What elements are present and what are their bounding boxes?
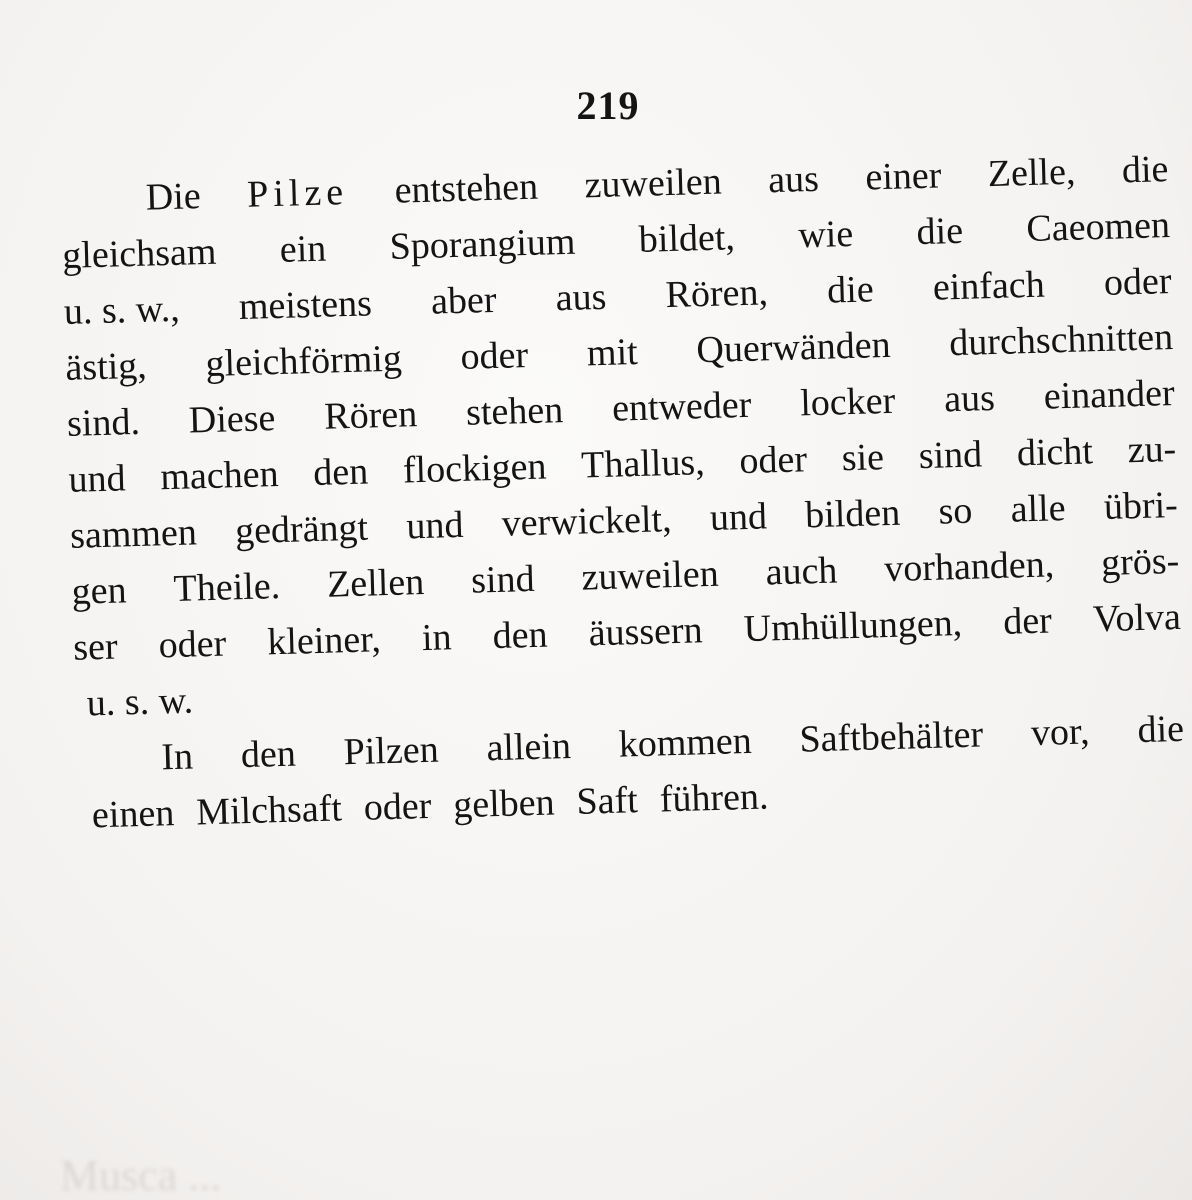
word: Saftbehälter <box>798 713 984 761</box>
word: vor, <box>1030 710 1091 755</box>
word: und <box>709 495 768 539</box>
word: der <box>1002 599 1053 643</box>
word: entweder <box>611 383 752 430</box>
word: zuweilen <box>584 160 723 207</box>
word: wie <box>797 212 854 257</box>
word: flockigen <box>402 445 547 492</box>
word: den <box>492 613 549 658</box>
word: aus <box>767 157 820 202</box>
word: u. s. w. <box>86 679 194 725</box>
word: meistens <box>238 282 373 329</box>
word: oder <box>158 622 227 667</box>
word: Rören <box>323 393 418 438</box>
word: Zellen <box>326 561 425 606</box>
word: den <box>240 732 297 777</box>
word: Querwänden <box>695 323 892 372</box>
word: gleichsam <box>61 230 217 277</box>
word: sind <box>918 433 983 478</box>
word: gedrängt <box>234 506 369 553</box>
word: die <box>826 268 875 312</box>
word: Umhüllungen, <box>743 601 963 651</box>
word: einen <box>91 792 175 837</box>
word-emphasis: Pilze <box>246 170 349 216</box>
word: die <box>915 209 964 254</box>
word: zu- <box>1127 427 1177 472</box>
body-text <box>60 141 1186 844</box>
word: auch <box>765 549 838 594</box>
word: durchschnitten <box>948 315 1174 365</box>
word: so <box>937 489 973 533</box>
word: Rören, <box>665 271 769 317</box>
word: locker <box>799 379 896 425</box>
word: sind <box>470 557 536 602</box>
word: grös- <box>1100 539 1180 585</box>
word: gleichförmig <box>204 337 403 386</box>
word: sind. <box>66 400 141 445</box>
word: oder <box>1103 260 1172 304</box>
bleed-through-text: Musca ... <box>60 1151 222 1200</box>
word: verwickelt, <box>501 498 673 545</box>
word: einfach <box>932 263 1046 309</box>
word: sammen <box>69 511 198 557</box>
word: mit <box>586 330 639 375</box>
word: gen <box>71 569 128 613</box>
word: entstehen <box>394 165 539 212</box>
word: Diese <box>188 397 276 442</box>
word: aus <box>943 376 996 421</box>
page-number: 219 <box>576 83 640 128</box>
word: oder <box>738 438 808 483</box>
word: ser <box>72 625 119 669</box>
word: die <box>1136 707 1185 752</box>
word: bildet, <box>638 216 736 261</box>
word: ästig, <box>64 344 148 389</box>
word: Caeomen <box>1025 204 1171 251</box>
word: äussern <box>588 609 704 655</box>
word: und <box>68 457 127 501</box>
word: dicht <box>1016 430 1094 475</box>
word: oder <box>363 784 432 829</box>
word: Pilzen <box>343 728 440 774</box>
word: die <box>1121 148 1169 192</box>
word: allein <box>485 724 572 770</box>
word: vorhanden, <box>883 543 1055 591</box>
word: machen <box>159 453 280 499</box>
word: Volva <box>1092 595 1182 641</box>
word: gelben <box>452 781 556 827</box>
word: aber <box>430 278 498 323</box>
word: übri- <box>1103 483 1179 528</box>
word: u. s. w., <box>63 287 181 333</box>
word: sie <box>841 436 885 480</box>
word: stehen <box>465 389 564 434</box>
word: zuweilen <box>580 552 720 599</box>
word: kommen <box>618 719 753 766</box>
word: Die <box>145 175 202 219</box>
word: Sporangium <box>389 220 576 268</box>
word: in <box>421 616 453 660</box>
word: Thallus, <box>580 441 706 487</box>
word: alle <box>1010 487 1067 531</box>
word: einer <box>864 154 942 199</box>
word: oder <box>460 334 529 378</box>
word: Milchsaft <box>195 787 343 834</box>
word: Theile. <box>173 565 281 610</box>
word: führen. <box>659 775 769 821</box>
word: In <box>160 735 194 779</box>
word: Zelle, <box>987 150 1076 196</box>
word: kleiner, <box>266 618 382 664</box>
word: Saft <box>575 779 639 823</box>
word: und <box>405 503 464 548</box>
word: aus <box>555 275 607 320</box>
word: ein <box>279 227 327 271</box>
word: den <box>312 450 369 495</box>
word: einander <box>1043 371 1176 418</box>
word: bilden <box>804 491 901 537</box>
